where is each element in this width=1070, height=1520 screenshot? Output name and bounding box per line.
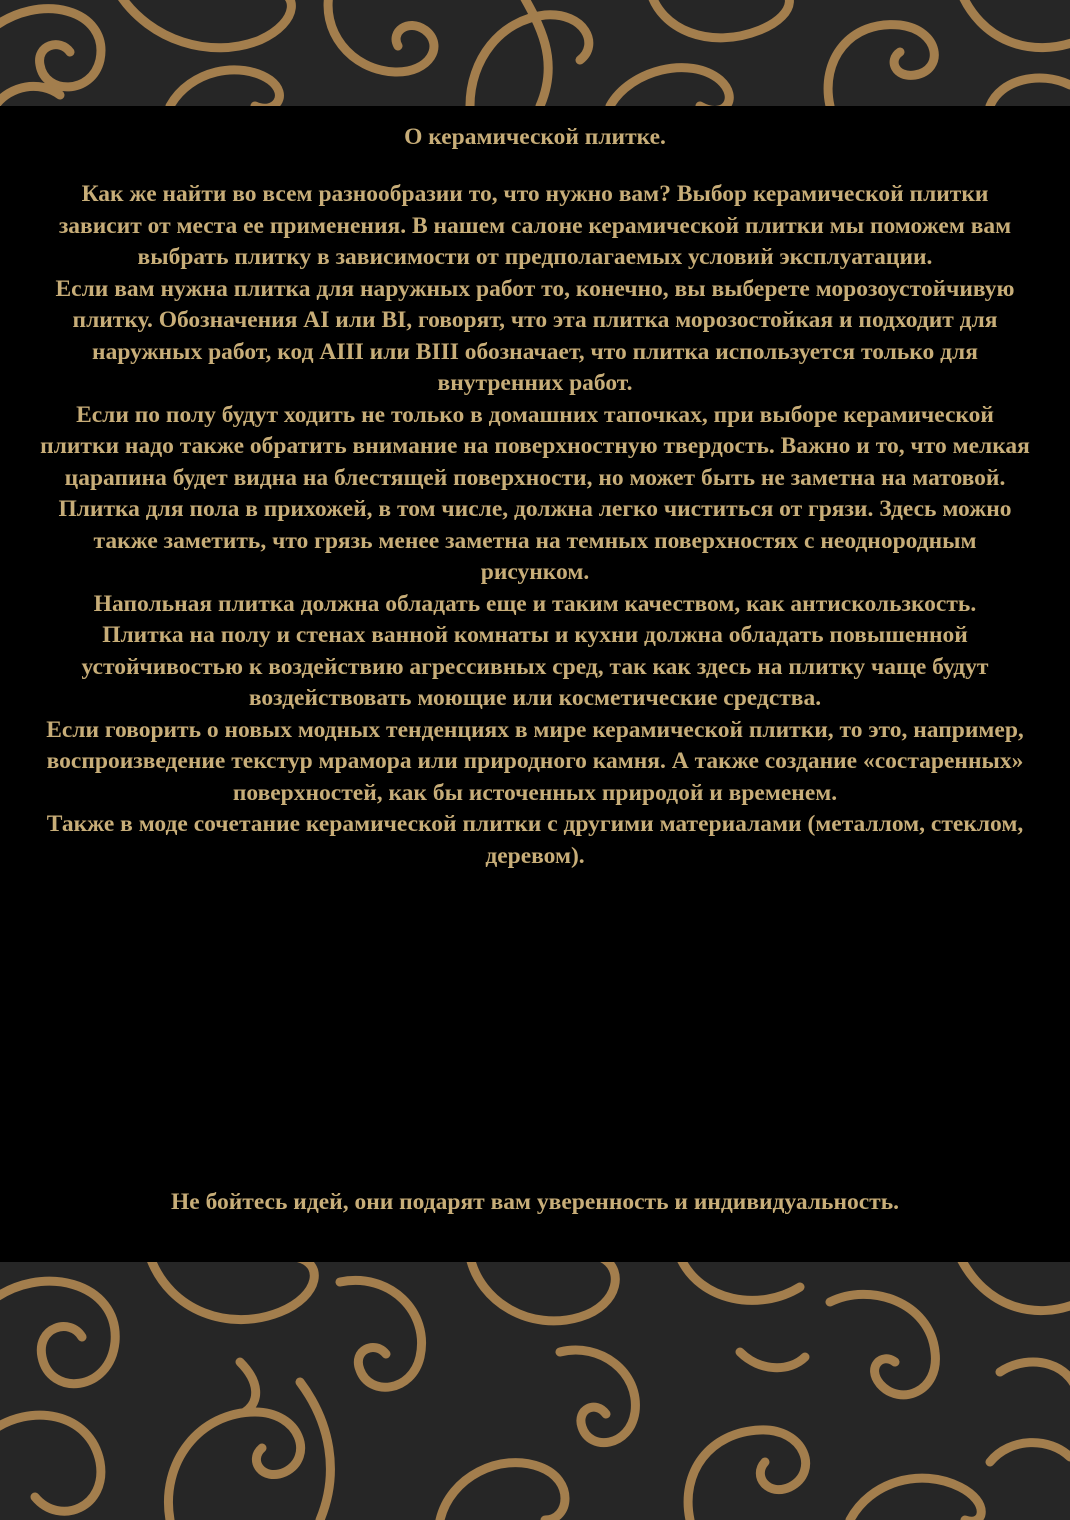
paragraph: Как же найти во всем разнообразии то, что нужно вам? Выбор керамической плитки зависит от места ее применения. В нашем салоне керамической плитки мы поможем вам выбрать плитку в зависимости от предполагаемых условий эксплуатации. [58, 181, 1012, 270]
closing-slogan: Не бойтесь идей, они подарят вам уверенность и индивидуальность. [170, 1189, 900, 1215]
paragraph: Напольная плитка должна обладать еще и таким качеством, как антискользкость. [93, 590, 977, 617]
paragraph: Также в моде сочетание керамической плитки с другими материалами (металлом, стеклом, деревом). [46, 811, 1024, 869]
paragraph: Если вам нужна плитка для наружных работ то, конечно, вы выберете морозоустойчивую плитку. Обозначения AI или BI, говорят, что эта плитка морозостойкая и подходит для наружных работ, код AIII или BIII обозначает, что плитка используется только для внутренних работ. [55, 275, 1015, 396]
paragraph: Плитка для пола в прихожей, в том числе, должна легко чиститься от грязи. Здесь можно также заметить, что грязь менее заметна на темных поверхностях с неоднородным рисунком. [58, 496, 1012, 585]
paragraph: Если говорить о новых модных тенденциях в мире керамической плитки, то это, например, воспроизведение текстур мрамора или природного камня. А также создание «состаренных» поверхностей, как бы источенных природой и временем. [46, 716, 1024, 806]
decorative-swirl-band-bottom [0, 1262, 1070, 1520]
paragraph: Плитка на полу и стенах ванной комнаты и кухни должна обладать повышенной устойчивостью к воздействию агрессивных сред, так как здесь на плитку чаще будут воздействовать моющие или косметические средства. [81, 622, 989, 711]
swirl-ornament-icon [0, 0, 1070, 106]
swirl-ornament-icon [0, 1262, 1070, 1520]
article-content [0, 106, 1070, 1262]
article-title: О керамической плитке. [404, 124, 666, 150]
paragraph: Если по полу будут ходить не только в домашних тапочках, при выборе керамической плитки надо также обратить внимание на поверхностную твердость. Важно и то, что мелкая царапина будет видна на блестящей поверхности, но может быть не заметна на матовой. [40, 401, 1030, 491]
article-body [40, 179, 1030, 872]
decorative-swirl-band-top [0, 0, 1070, 106]
